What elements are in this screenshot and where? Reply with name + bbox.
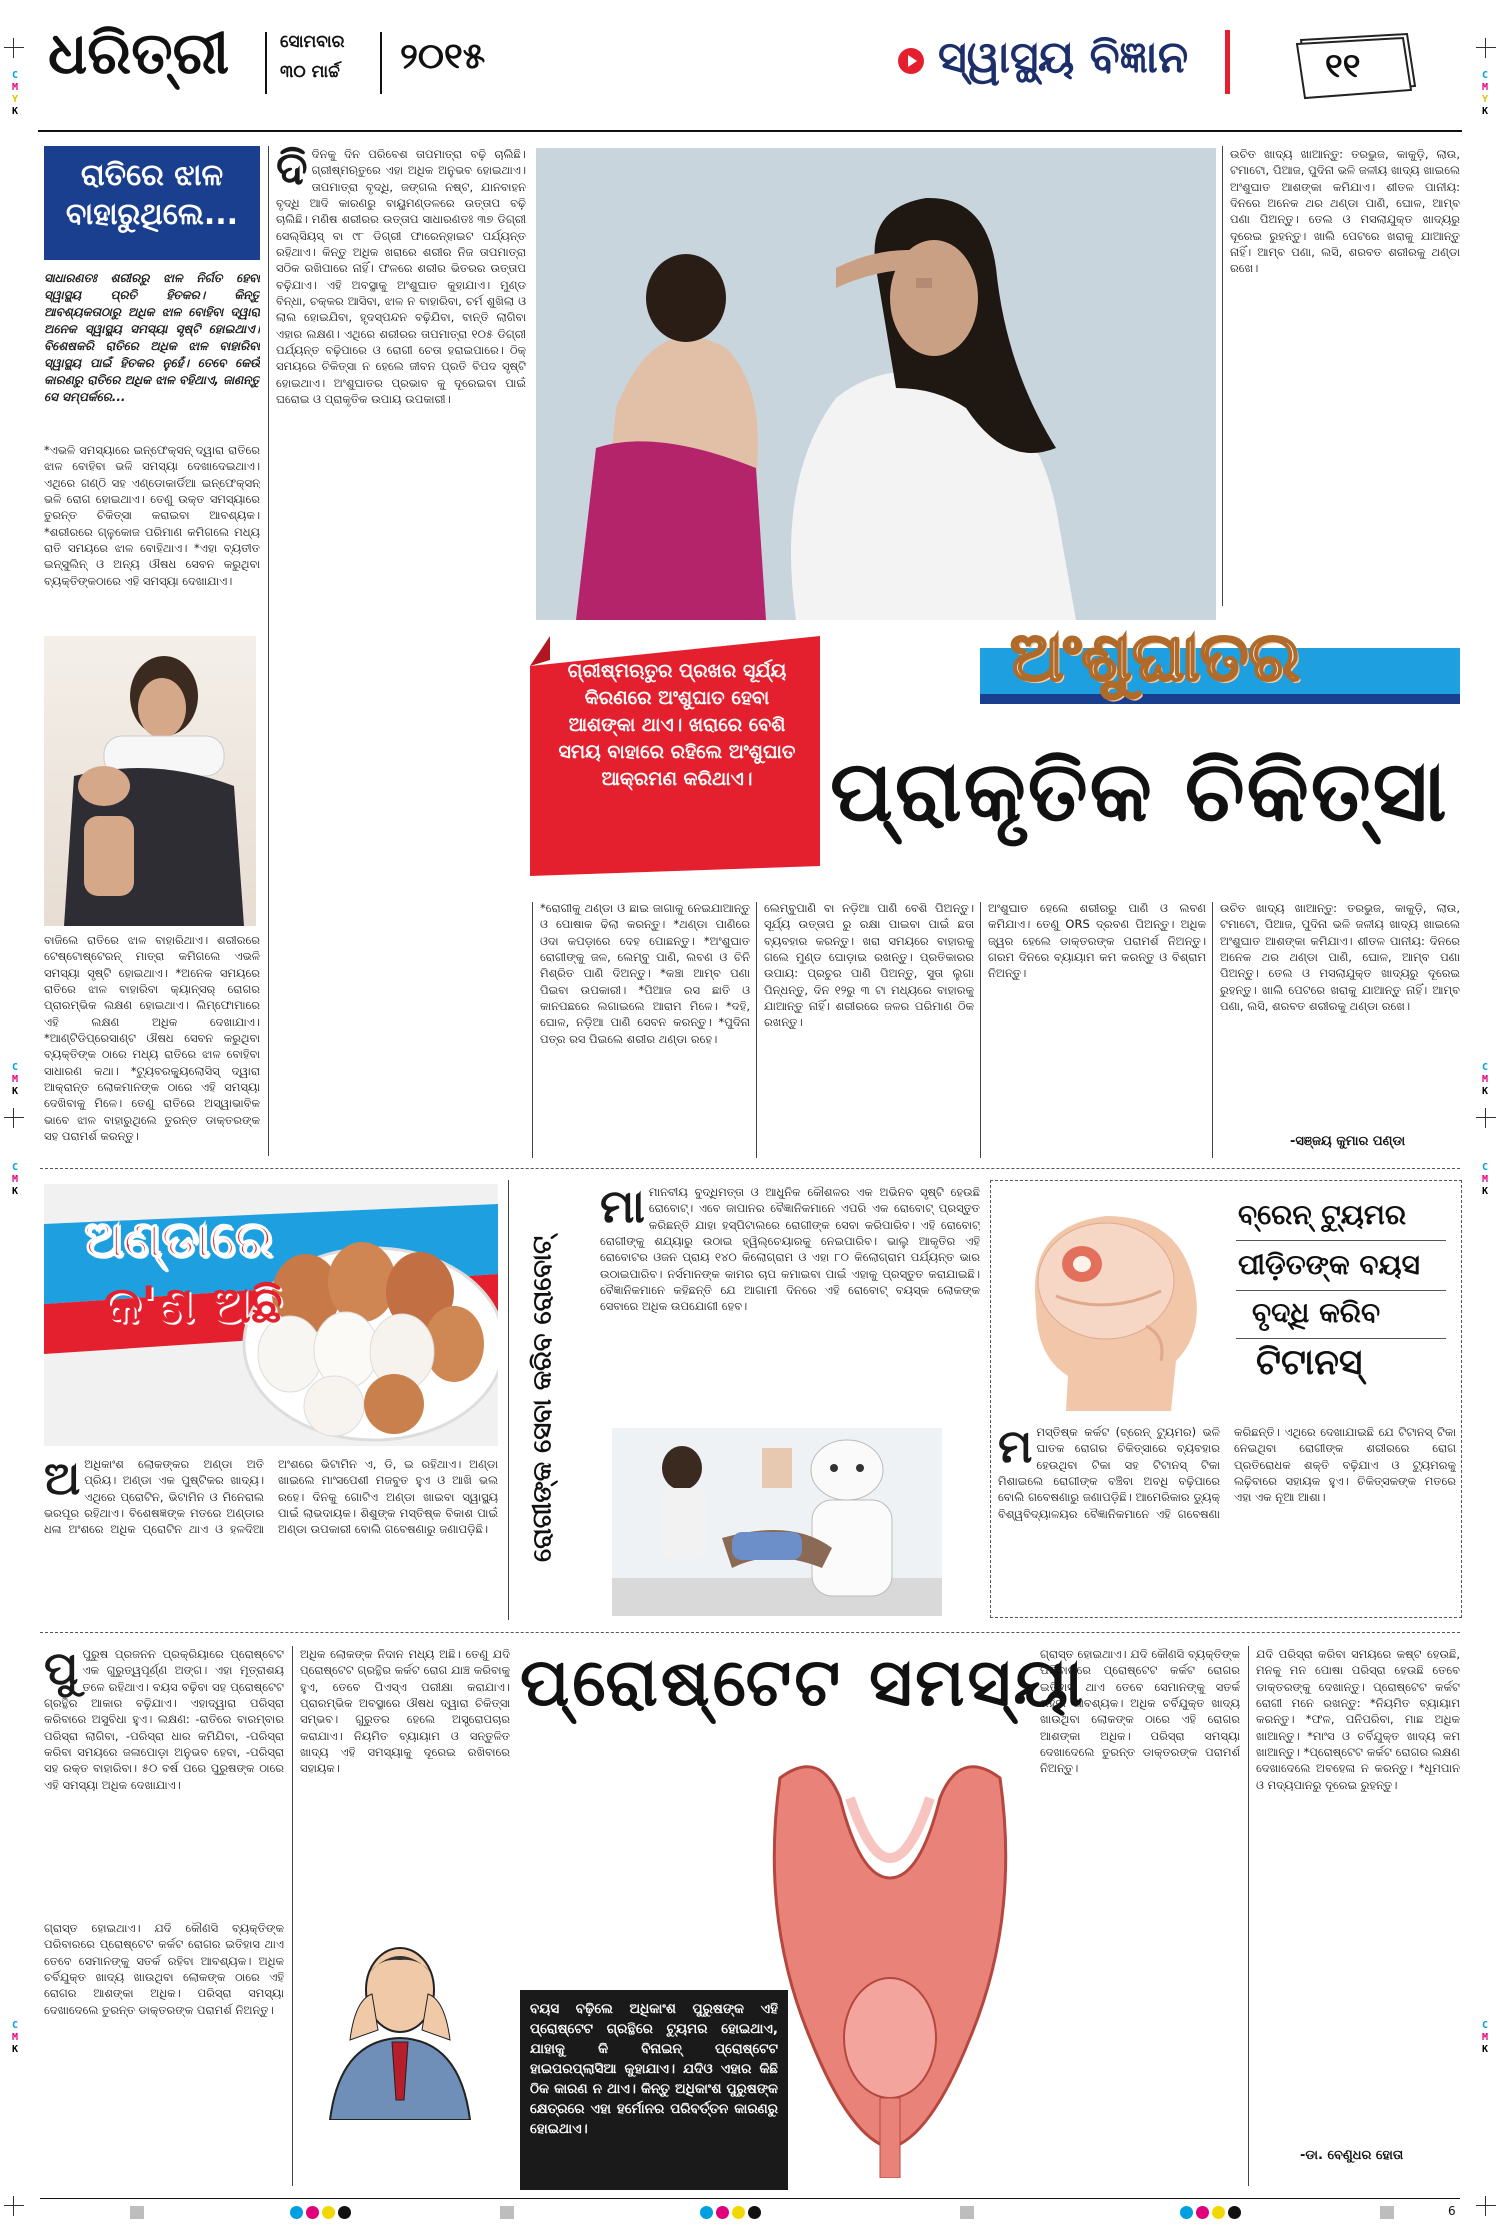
issue-date: ୩୦ ମାର୍ଚ୍ଚ xyxy=(280,62,340,82)
night-sweat-headline-line1: ରାତିରେ ଝାଳ xyxy=(80,158,224,193)
eggs-headline-line1: ଅଣ୍ଡାରେ xyxy=(84,1210,273,1268)
robot-body xyxy=(600,1184,980,1420)
eggs-dropcap: ଅ xyxy=(44,1456,81,1505)
registration-cross-icon xyxy=(1476,2196,1496,2216)
cmyk-mark: C M K xyxy=(11,1062,19,1097)
prostate-body-col2: ଅଧିକ ଲୋକଙ୍କ ନିଦାନ ମଧ୍ୟ ଅଛି। ତେଣୁ ଯଦି ପ୍ରୋଷ୍ଟେଟ ଗ୍ରନ୍ଥିର କର୍କଟ ରୋଗ ଯାଞ୍ଚ କରିବାକୁ ହୁଏ, ତେବେ ପିଏସ୍‌ଏ ପରୀକ୍ଷା କରାଯାଏ। ପ୍ରାରମ୍ଭିକ ଅବସ୍ଥାରେ ଔଷଧ ଦ୍ୱାରା ଚିକିତ୍ସା ସମ୍ଭବ। ଗୁରୁତର ହେଲେ ଅସ୍ତ୍ରୋପଚାର କରାଯାଏ। ନିୟମିତ ବ୍ୟାୟାମ ଓ ସନ୍ତୁଳିତ ଖାଦ୍ୟ ଏହି ସମସ୍ୟାକୁ ଦୂରେଇ ରଖିବାରେ ସହାୟକ। xyxy=(300,1647,510,1776)
cmyk-mark: C M K xyxy=(11,1162,19,1197)
brain-dropcap: ମ xyxy=(998,1424,1033,1473)
cmyk-mark: C M K xyxy=(1481,1162,1489,1197)
sunstroke-body-col5: ଅଂଶୁଘାତ ହେଲେ ଶରୀରରୁ ପାଣି ଓ ଲବଣ କମିଯାଏ। ତେଣୁ ORS ଦ୍ରବଣ ପିଅନ୍ତୁ। ଅଧିକ ଜ୍ୱର ହେଲେ ଡାକ୍ତରଙ୍କ ପରାମର୍ଶ ନିଅନ୍ତୁ। ଗରମ ଦିନରେ ବ୍ୟାୟାମ କମ କରନ୍ତୁ ଓ ବିଶ୍ରାମ ନିଅନ୍ତୁ। xyxy=(988,901,1206,981)
night-sweat-headline-box xyxy=(44,146,260,260)
night-sweat-body-b: ବାଜିଲେ ରାତିରେ ଝାଳ ବାହାରିଥାଏ। ଶରୀରରେ ଟେଷ୍ଟୋଷ୍ଟେରନ୍ ମାତ୍ରା କମିଗଲେ ଏଭଳି ସମସ୍ୟା ସୃଷ୍ଟି ହୋଇଥାଏ। *ଅନେକ ସମୟରେ ରାତିରେ ଝାଳ ବାହାରିବା କ୍ୟାନ୍‌ସର୍ ରୋଗର ପ୍ରାରମ୍ଭିକ ଲକ୍ଷଣ ହୋଇଥାଏ। ଲିମ୍ଫୋମାରେ ଏହି ଲକ୍ଷଣ ଅଧିକ ଦେଖାଯାଏ। *ଆଣ୍ଟିଡିପ୍ରେସାଣ୍ଟ ଔଷଧ ସେବନ କରୁଥିବା ବ୍ୟକ୍ତିଙ୍କ ଠାରେ ମଧ୍ୟ ରାତିରେ ଝାଳ ବୋହିବା ସାଧାରଣ କଥା। *ଟ୍ୟୁବରକ୍ୟୁଲୋସିସ୍ ଦ୍ୱାରା ଆକ୍ରାନ୍ତ ଲୋକମାନଙ୍କ ଠାରେ ଏହି ସମସ୍ୟା ଦେଖିବାକୁ ମିଳେ। ତେଣୁ ରାତିରେ ଅସ୍ୱାଭାବିକ ଭାବେ ଝାଳ ବାହାରୁଥିଲେ ତୁରନ୍ତ ଡାକ୍ତରଙ୍କ ସହ ପରାମର୍ଶ କରନ୍ତୁ। xyxy=(44,933,260,1143)
sunstroke-author: -ସଞ୍ଜୟ କୁମାର ପଣ୍ଡା xyxy=(1290,1134,1406,1149)
brain-headline-line2: ପୀଡ଼ିତଙ୍କ ବୟସ xyxy=(1238,1248,1420,1281)
sunstroke-headline-line1: ଅଂଶୁଘାତର xyxy=(1010,618,1300,697)
night-sweat-headline-line2: ବାହାରୁଥିଲେ... xyxy=(65,197,239,232)
play-circle-icon xyxy=(898,48,924,74)
sunstroke-headline-line2: ପ୍ରାକୃତିକ ଚିକିତ୍ସା xyxy=(830,742,1449,840)
sunstroke-body-col1 xyxy=(276,146,526,1158)
sunstroke-body-col6: ଉଚିତ ଖାଦ୍ୟ ଖାଆନ୍ତୁ: ତରଭୁଜ, କାକୁଡ଼ି, ଲାଉ, ଟମାଟୋ, ପିଆଜ, ପୁଦିନା ଭଳି ଜଳୀୟ ଖାଦ୍ୟ ଖାଇଲେ ଅଂଶୁଘାତ ଆଶଙ୍କା କମିଯାଏ। ଶୀତଳ ପାନୀୟ: ଦିନରେ ଅନେକ ଥର ଥଣ୍ଡା ପାଣି, ଘୋଳ, ଆମ୍ବ ପଣା ପିଅନ୍ତୁ। ତେଲ ଓ ମସଲାଯୁକ୍ତ ଖାଦ୍ୟରୁ ଦୂରେଇ ରୁହନ୍ତୁ। ଖାଲି ପେଟରେ ଖରାକୁ ଯାଆନ୍ତୁ ନାହିଁ। ଆମ୍ବ ପଣା, ଲସି, ଶରବତ ଶରୀରକୁ ଥଣ୍ଡା ରଖେ। xyxy=(1220,901,1460,1013)
brain-headline-line1: ବ୍ରେନ୍ ଟ୍ୟୁମର xyxy=(1238,1198,1407,1231)
eggs-body-text: ଅଧିକାଂଶ ଲୋକଙ୍କର ଅଣ୍ଡା ଅତି ପ୍ରିୟ। ଅଣ୍ଡା ଏକ ପୁଷ୍ଟିକର ଖାଦ୍ୟ। ଏଥିରେ ପ୍ରୋଟିନ, ଭିଟାମିନ ଓ ମିନେରାଲ ଭରପୂର ରହିଥାଏ। ବିଶେଷଜ୍ଞଙ୍କ ମତରେ ଅଣ୍ଡାର ଧଳା ଅଂଶରେ ଅଧିକ ପ୍ରୋଟିନ ଥାଏ ଓ ହଳଦିଆ ଅଂଶରେ ଭିଟାମିନ ଏ, ଡି, ଇ ରହିଥାଏ। ଅଣ୍ଡା ଖାଇଲେ ମାଂସପେଶୀ ମଜବୁତ ହୁଏ ଓ ଆଖି ଭଲ ରହେ। ଦିନକୁ ଗୋଟିଏ ଅଣ୍ଡା ଖାଇବା ସ୍ୱାସ୍ଥ୍ୟ ପାଇଁ ଲାଭଦାୟକ। ଶିଶୁଙ୍କ ମସ୍ତିଷ୍କ ବିକାଶ ପାଇଁ ଅଣ୍ଡା ଉପକାରୀ ବୋଲି ଗବେଷଣାରୁ ଜଣାପଡ଼ିଛି। xyxy=(44,1457,498,1537)
cmyk-mark: C M K xyxy=(11,2020,19,2055)
cmyk-mark: C M Y K xyxy=(11,70,19,117)
robot-vertical-headline xyxy=(518,1184,568,1614)
sunstroke-body-col4: ଉଚିତ ଖାଦ୍ୟ ଖାଆନ୍ତୁ: ତରଭୁଜ, କାକୁଡ଼ି, ଲାଉ, ଟମାଟୋ, ପିଆଜ, ପୁଦିନା ଭଳି ଜଳୀୟ ଖାଦ୍ୟ ଖାଇଲେ ଅଂଶୁଘାତ ଆଶଙ୍କା କମିଯାଏ। ଶୀତଳ ପାନୀୟ: ଦିନରେ ଅନେକ ଥର ଥଣ୍ଡା ପାଣି, ଘୋଳ, ଆମ୍ବ ପଣା ପିଅନ୍ତୁ। ତେଲ ଓ ମସଲାଯୁକ୍ତ ଖାଦ୍ୟରୁ ଦୂରେଇ ରୁହନ୍ତୁ। ଖାଲି ପେଟରେ ଖରାକୁ ଯାଆନ୍ତୁ ନାହିଁ। ଆମ୍ବ ପଣା, ଲସି, ଶରବତ ଶରୀରକୁ ଥଣ୍ଡା ରଖେ। xyxy=(1230,147,1460,276)
brain-headline-line3: ବୃଦ୍ଧି କରିବ xyxy=(1252,1296,1381,1329)
sunstroke-body-col1-text: ଦିନକୁ ଦିନ ପରିବେଶ ତାପମାତ୍ରା ବଢ଼ି ଚାଲିଛି। ଗ୍ରୀଷ୍ମଋତୁରେ ଏହା ଅଧିକ ଅନୁଭବ ହୋଇଥାଏ। ତାପମାତ୍ରା ବୃଦ୍ଧି, ଜଙ୍ଗଲ ନଷ୍ଟ, ଯାନବାହନ ବୃଦ୍ଧି ଆଦି କାରଣରୁ ବାୟୁମଣ୍ଡଳରେ ଉତ୍ତାପ ବଢ଼ି ଚାଲିଛି। ମଣିଷ ଶରୀରର ଉତ୍ତାପ ସାଧାରଣତଃ ୩୭ ଡିଗ୍ରୀ ସେଲ୍‌ସିୟସ୍ ବା ୯୮ ଡିଗ୍ରୀ ଫାରେନ୍‌ହାଇଟ ପର୍ଯ୍ୟନ୍ତ ରହିଥାଏ। କିନ୍ତୁ ଅଧିକ ଖରାରେ ଶରୀର ନିଜ ତାପମାତ୍ରା ସଠିକ ରଖିପାରେ ନାହିଁ। ଫଳରେ ଶରୀର ଭିତରର ଉତ୍ତାପ ବଢ଼ିଯାଏ। ଏହି ଅବସ୍ଥାକୁ ଅଂଶୁଘାତ କୁହାଯାଏ। ମୁଣ୍ଡ ବିନ୍ଧା, ଚକ୍କର ଆସିବା, ଝାଳ ନ ବାହାରିବା, ଚର୍ମ ଶୁଖିଲା ଓ ଲାଲ ହୋଇଯିବା, ହୃଦସ୍ପନ୍ଦନ ବଢ଼ିଯିବା, ବାନ୍ତି ଲାଗିବା ଏହାର ଲକ୍ଷଣ। ଏଥିରେ ଶରୀରର ତାପମାତ୍ରା ୧୦୫ ଡିଗ୍ରୀ ପର୍ଯ୍ୟନ୍ତ ବଢ଼ିପାରେ ଓ ରୋଗୀ ଚେତା ହରାଇପାରେ। ଠିକ୍ ସମୟରେ ଚିକିତ୍ସା ନ ହେଲେ ଜୀବନ ପ୍ରତି ବିପଦ ସୃଷ୍ଟି ହୋଇଥାଏ। ଅଂଶୁଘାତର ପ୍ରଭାବ କୁ ଦୂରେଇବା ପାଇଁ ଘରୋଇ ଓ ପ୍ରାକୃତିକ ଉପାୟ ଉପକାରୀ। xyxy=(276,147,526,406)
brain-head-photo xyxy=(996,1186,1226,1416)
section-title: ସ୍ୱାସ୍ଥ୍ୟ ବିଜ୍ଞାନ xyxy=(938,32,1189,83)
eggs-body xyxy=(44,1456,498,1612)
sunstroke-body-col3: ଲେମ୍ବୁପାଣି ବା ନଡ଼ିଆ ପାଣି ବେଶି ପିଅନ୍ତୁ। ସୂର୍ଯ୍ୟ ଉତ୍ତାପ ରୁ ରକ୍ଷା ପାଇବା ପାଇଁ ଛତା ବ୍ୟବହାର କରନ୍ତୁ। ଖରା ସମୟରେ ବାହାରକୁ ଗଲେ ମୁଣ୍ଡ ଘୋଡ଼ାଇ ରଖନ୍ତୁ। ପ୍ରତିକାରର ଉପାୟ: ପ୍ରଚୁର ପାଣି ପିଅନ୍ତୁ, ସୁତା ଲୁଗା ପିନ୍ଧନ୍ତୁ, ଦିନ ୧୨ରୁ ୩ ଟା ମଧ୍ୟରେ ବାହାରକୁ ଯାଆନ୍ତୁ ନାହିଁ। ଶରୀରରେ ଜଳର ପରିମାଣ ଠିକ ରଖନ୍ତୁ। xyxy=(764,901,974,1030)
sunstroke-body-col2: *ରୋଗୀକୁ ଥଣ୍ଡା ଓ ଛାଇ ଜାଗାକୁ ନେଇଯାଆନ୍ତୁ ଓ ପୋଷାକ ଢିଲା କରନ୍ତୁ। *ଥଣ୍ଡା ପାଣିରେ ଓଦା କପଡ଼ାରେ ଦେହ ପୋଛନ୍ତୁ। *ଅଂଶୁଘାତ ରୋଗୀଙ୍କୁ ଜଳ, ଲେମ୍ବୁ ପାଣି, ଲବଣ ଓ ଚିନି ମିଶ୍ରିତ ପାଣି ଦିଅନ୍ତୁ। *କଞ୍ଚା ଆମ୍ବ ପଣା ପିଇବା ଉପକାରୀ। *ପିଆଜ ରସ ଛାତି ଓ କାନପଛରେ ଲଗାଇଲେ ଆରାମ ମିଳେ। *ଦହି, ଘୋଳ, ନଡ଼ିଆ ପାଣି ସେବନ କରନ୍ତୁ। *ପୁଦିନା ପତ୍ର ରସ ପିଇଲେ ଶରୀର ଥଣ୍ଡା ରହେ। xyxy=(540,901,750,1046)
registration-cross-icon xyxy=(4,38,24,58)
prostate-body-col1b: ଗ୍ରାସ୍ତ ହୋଇଥାଏ। ଯଦି କୌଣସି ବ୍ୟକ୍ତିଙ୍କ ପରିବାରରେ ପ୍ରୋଷ୍ଟେଟ କର୍କଟ ରୋଗର ଇତିହାସ ଥାଏ ତେବେ ସେମାନଙ୍କୁ ସତର୍କ ରହିବା ଆବଶ୍ୟକ। ଅଧିକ ଚର୍ବିଯୁକ୍ତ ଖାଦ୍ୟ ଖାଉଥିବା ଲୋକଙ୍କ ଠାରେ ଏହି ରୋଗର ଆଶଙ୍କା ଅଧିକ। ପରିସ୍ରା ସମସ୍ୟା ଦେଖାଦେଲେ ତୁରନ୍ତ ଡାକ୍ତରଙ୍କ ପରାମର୍ଶ ନିଅନ୍ତୁ। xyxy=(44,1921,284,2017)
sunstroke-woman-photo xyxy=(536,148,1216,620)
eggs-headline-line2: କ'ଣ ଅଛି xyxy=(104,1276,283,1334)
robot-dropcap: ମା xyxy=(600,1184,645,1233)
masthead xyxy=(40,18,1460,128)
brain-headline-line4: ଟିଟାନସ୍ xyxy=(1256,1342,1363,1383)
prostate-body-col3: ଗ୍ରାସ୍ତ ହୋଇଥାଏ। ଯଦି କୌଣସି ବ୍ୟକ୍ତିଙ୍କ ପରିବାରରେ ପ୍ରୋଷ୍ଟେଟ କର୍କଟ ରୋଗର ଇତିହାସ ଥାଏ ତେବେ ସେମାନଙ୍କୁ ସତର୍କ ରହିବା ଆବଶ୍ୟକ। ଅଧିକ ଚର୍ବିଯୁକ୍ତ ଖାଦ୍ୟ ଖାଉଥିବା ଲୋକଙ୍କ ଠାରେ ଏହି ରୋଗର ଆଶଙ୍କା ଅଧିକ। ପରିସ୍ରା ସମସ୍ୟା ଦେଖାଦେଲେ ତୁରନ୍ତ ଡାକ୍ତରଙ୍କ ପରାମର୍ଶ ନିଅନ୍ତୁ। xyxy=(1040,1647,1240,1776)
issue-day: ସୋମବାର xyxy=(280,32,345,52)
footer-page-mark: 6 xyxy=(1448,2204,1456,2218)
brain-body xyxy=(998,1424,1456,1612)
worried-man-illustration xyxy=(300,1920,500,2120)
prostate-callout-text: ବୟସ ବଢ଼ିଲେ ଅଧିକାଂଶ ପୁରୁଷଙ୍କ ଏହି ପ୍ରୋଷ୍ଟେଟ ଗ୍ରନ୍ଥିରେ ଟ୍ୟୁମର ହୋଇଥାଏ, ଯାହାକୁ କି ବିନାଇନ୍ ପ୍ରୋଷ୍ଟେଟ ହାଇପରପ୍ଲାସିଆ କୁହାଯାଏ। ଯଦିଓ ଏହାର କିଛି ଠିକ କାରଣ ନ ଥାଏ। କିନ୍ତୁ ଅଧିକାଂଶ ପୁରୁଷଙ୍କ କ୍ଷେତ୍ରରେ ଏହା ହର୍ମୋନର ପରିବର୍ତ୍ତନ କାରଣରୁ ହୋଇଥାଏ। xyxy=(530,2001,778,2137)
prostate-author: -ଡା. ବେଣୁଧର ହୋତା xyxy=(1300,2148,1404,2163)
robot-nurse-photo xyxy=(612,1428,942,1616)
prostate-body-col1 xyxy=(44,1646,284,1916)
prostate-callout-box xyxy=(520,1990,788,2190)
registration-cross-icon xyxy=(4,1108,24,1128)
cmyk-mark: C M Y K xyxy=(1481,70,1489,117)
page-number: ୧୧ xyxy=(1325,46,1361,86)
issue-year: ୨୦୧୫ xyxy=(400,36,486,77)
registration-cross-icon xyxy=(4,2196,24,2216)
sunstroke-dropcap: ଦି xyxy=(276,146,308,195)
prostate-headline: ପ୍ରୋଷ୍ଟେଟ ସମସ୍ୟା xyxy=(520,1644,1087,1721)
cmyk-mark: C M K xyxy=(1481,1062,1489,1097)
cmyk-mark: C M K xyxy=(1481,2020,1489,2055)
robot-body-text: ମାନବୀୟ ବୁଦ୍ଧିମତ୍ତା ଓ ଆଧୁନିକ କୌଶଳର ଏକ ଅଭିନବ ସୃଷ୍ଟି ହେଉଛି ରୋବୋଟ୍। ଏବେ ଜାପାନର ବୈଜ୍ଞାନିକମାନେ ଏପରି ଏକ ରୋବୋଟ୍ ପ୍ରସ୍ତୁତ କରିଛନ୍ତି ଯାହା ହସ୍ପିଟାଲରେ ରୋଗୀଙ୍କ ସେବା କରିପାରିବ। ଏହି ରୋବୋଟ୍ ରୋଗୀଙ୍କୁ ଶଯ୍ୟାରୁ ଉଠାଇ ହ୍ୱିଲ୍‌ଚେୟାରକୁ ନେଇପାରିବ। ଭାଲୁ ଆକୃତିର ଏହି ରୋବୋଟର ଓଜନ ପ୍ରାୟ ୧୪୦ କିଲୋଗ୍ରାମ ଓ ଏହା ୮୦ କିଲୋଗ୍ରାମ ପର୍ଯ୍ୟନ୍ତ ଭାର ଉଠାଇପାରିବ। ନର୍ସମାନଙ୍କ କାମର ଚାପ କମାଇବା ପାଇଁ ଏହାକୁ ପ୍ରସ୍ତୁତ କରାଯାଇଛି। ବୈଜ୍ଞାନିକମାନେ କହିଛନ୍ତି ଯେ ଆଗାମୀ ଦିନରେ ଏହି ରୋବୋଟ୍ ବୟସ୍କ ଲୋକଙ୍କ ସେବାରେ ଅଧିକ ଉପଯୋଗୀ ହେବ। xyxy=(600,1185,980,1314)
night-sweat-intro: ସାଧାରଣତଃ ଶରୀରରୁ ଝାଳ ନିର୍ଗତ ହେବା ସ୍ୱାସ୍ଥ୍ୟ ପ୍ରତି ହିତକର। କିନ୍ତୁ ଆବଶ୍ୟକତାଠାରୁ ଅଧିକ ଝାଳ ବୋହିବା ଦ୍ୱାରା ଅନେକ ସ୍ୱାସ୍ଥ୍ୟ ସମସ୍ୟା ସୃଷ୍ଟି ହୋଇଥାଏ। ବିଶେଷକରି ରାତିରେ ଅଧିକ ଝାଳ ବାହାରିବା ସ୍ୱାସ୍ଥ୍ୟ ପାଇଁ ହିତକର ନୁହେଁ। ତେବେ କେଉଁ କାରଣରୁ ରାତିରେ ଅଧିକ ଝାଳ ବହିଥାଏ, ଜାଣନ୍ତୁ ସେ ସମ୍ପର୍କରେ... xyxy=(44,271,260,405)
sunstroke-callout-box xyxy=(530,636,820,876)
prostate-dropcap: ପୁ xyxy=(44,1646,79,1695)
eggs-graphic xyxy=(44,1184,498,1446)
newspaper-logo: ଧରିତ୍ରୀ xyxy=(48,19,230,87)
registration-cross-icon xyxy=(1476,1108,1496,1128)
prostate-body-col4: ଯଦି ପରିସ୍ରା କରିବା ସମୟରେ କଷ୍ଟ ହେଉଛି, ମନକୁ ମନ ପୋଷା ପରିସ୍ରା ହେଉଛି ତେବେ ଡାକ୍ତରଙ୍କୁ ଦେଖାନ୍ତୁ। ପ୍ରୋଷ୍ଟେଟ କର୍କଟ ରୋଗୀ ମନେ ରଖନ୍ତୁ: *ନିୟମିତ ବ୍ୟାୟାମ କରନ୍ତୁ। *ଫଳ, ପନିପରିବା, ମାଛ ଅଧିକ ଖାଆନ୍ତୁ। *ମାଂସ ଓ ଚର୍ବିଯୁକ୍ତ ଖାଦ୍ୟ କମ ଖାଆନ୍ତୁ। *ପ୍ରୋଷ୍ଟେଟ କର୍କଟ ରୋଗର ଲକ୍ଷଣ ଦେଖାଦେଲେ ଅବହେଳା ନ କରନ୍ତୁ। *ଧୂମପାନ ଓ ମଦ୍ୟପାନରୁ ଦୂରେଇ ରୁହନ୍ତୁ। xyxy=(1256,1647,1460,1792)
brain-body-text: ମସ୍ତିଷ୍କ କର୍କଟ (ବ୍ରେନ୍ ଟ୍ୟୁମର) ଭଳି ଘାତକ ରୋଗର ଚିକିତ୍ସାରେ ବ୍ୟବହାର ହେଉଥିବା ଟିକା ସହ ଟିଟାନସ୍ ଟିକା ମିଶାଇଲେ ରୋଗୀଙ୍କ ବଞ୍ଚିବା ଅବଧି ବଢ଼ିପାରେ ବୋଲି ଗବେଷଣାରୁ ଜଣାପଡ଼ିଛି। ଆମେରିକାର ଡ୍ୟୁକ୍ ବିଶ୍ୱବିଦ୍ୟାଳୟର ବୈଜ୍ଞାନିକମାନେ ଏହି ଗବେଷଣା କରିଛନ୍ତି। ଏଥିରେ ଦେଖାଯାଇଛି ଯେ ଟିଟାନସ୍ ଟିକା ନେଇଥିବା ରୋଗୀଙ୍କ ଶରୀରରେ ରୋଗ ପ୍ରତିରୋଧକ ଶକ୍ତି ବଢ଼ିଯାଏ ଓ ଟ୍ୟୁମରକୁ ଲଢ଼ିବାରେ ସହାୟକ ହୁଏ। ଚିକିତ୍ସକଙ୍କ ମତରେ ଏହା ଏକ ନୂଆ ଆଶା। xyxy=(998,1425,1456,1521)
page-number-badge xyxy=(1295,28,1425,108)
robot-vertical-headline-text: ରୋଗୀଙ୍କ ସେବା କରିବ ରୋବୋଟ୍ xyxy=(527,1236,558,1562)
prostate-body-col1-text: ପୁରୁଷ ପ୍ରଜନନ ପ୍ରକ୍ରିୟାରେ ପ୍ରୋଷ୍ଟେଟ ଏକ ଗୁରୁତ୍ୱପୂର୍ଣ୍ଣ ଅଙ୍ଗ। ଏହା ମୂତ୍ରାଶୟ ତଳେ ରହିଥାଏ। ବୟସ ବଢ଼ିବା ସହ ପ୍ରୋଷ୍ଟେଟ ଗ୍ରନ୍ଥିର ଆକାର ବଢ଼ିଯାଏ। ଏହାଦ୍ୱାରା ପରିସ୍ରା କରିବାରେ ଅସୁବିଧା ହୁଏ। ଲକ୍ଷଣ: -ରାତିରେ ବାରମ୍ବାର ପରିସ୍ରା ଲାଗିବା, -ପରିସ୍ରା ଧାର କମିଯିବା, -ପରିସ୍ରା କରିବା ସମୟରେ ଜଳାପୋଡ଼ା ଅନୁଭବ ହେବା, -ପରିସ୍ରା ସହ ରକ୍ତ ବାହାରିବା। ୫୦ ବର୍ଷ ପରେ ପୁରୁଷଙ୍କ ଠାରେ ଏହି ସମସ୍ୟା ଅଧିକ ଦେଖାଯାଏ। xyxy=(44,1647,284,1792)
sunstroke-callout-text: ଗ୍ରୀଷ୍ମଋତୁର ପ୍ରଖର ସୂର୍ଯ୍ୟ କିରଣରେ ଅଂଶୁଘାତ ହେବା ଆଶଙ୍କା ଥାଏ। ଖରାରେ ବେଶି ସମୟ ବାହାରେ ରହିଲେ ଅଂଶୁଘାତ ଆକ୍ରମଣ କରିଥାଏ। xyxy=(558,660,796,790)
registration-cross-icon xyxy=(1476,38,1496,58)
night-sweat-body-a: *ଏଭଳି ସମସ୍ୟାରେ ଇନ୍‌ଫେକ୍ସନ୍ ଦ୍ୱାରା ରାତିରେ ଝାଳ ବୋହିବା ଭଳି ସମସ୍ୟା ଦେଖାଦେଇଥାଏ। ଏଥିରେ ଗଣ୍ଠି ସହ ଏଣ୍ଡୋକାର୍ଡିଆ ଇନ୍‌ଫେକ୍ସନ୍ ଭଳି ରୋଗ ହୋଇଥାଏ। ତେଣୁ ଉକ୍ତ ସମସ୍ୟାରେ ତୁରନ୍ତ ଚିକିତ୍ସା କରାଇବା ଆବଶ୍ୟକ। *ଶରୀରରେ ଗ୍ଳୁକୋଜ ପରିମାଣ କମିଗଲେ ମଧ୍ୟ ରାତି ସମୟରେ ଝାଳ ବୋହିଥାଏ। *ଏହା ବ୍ୟତୀତ ଇନ୍‌ସୁଲିନ୍ ଓ ଅନ୍ୟ ଔଷଧ ସେବନ କରୁଥିବା ବ୍ୟକ୍ତିଙ୍କଠାରେ ଏହି ସମସ୍ୟା ଦେଖାଯାଏ। xyxy=(44,443,260,588)
woman-towel-photo xyxy=(44,636,256,926)
